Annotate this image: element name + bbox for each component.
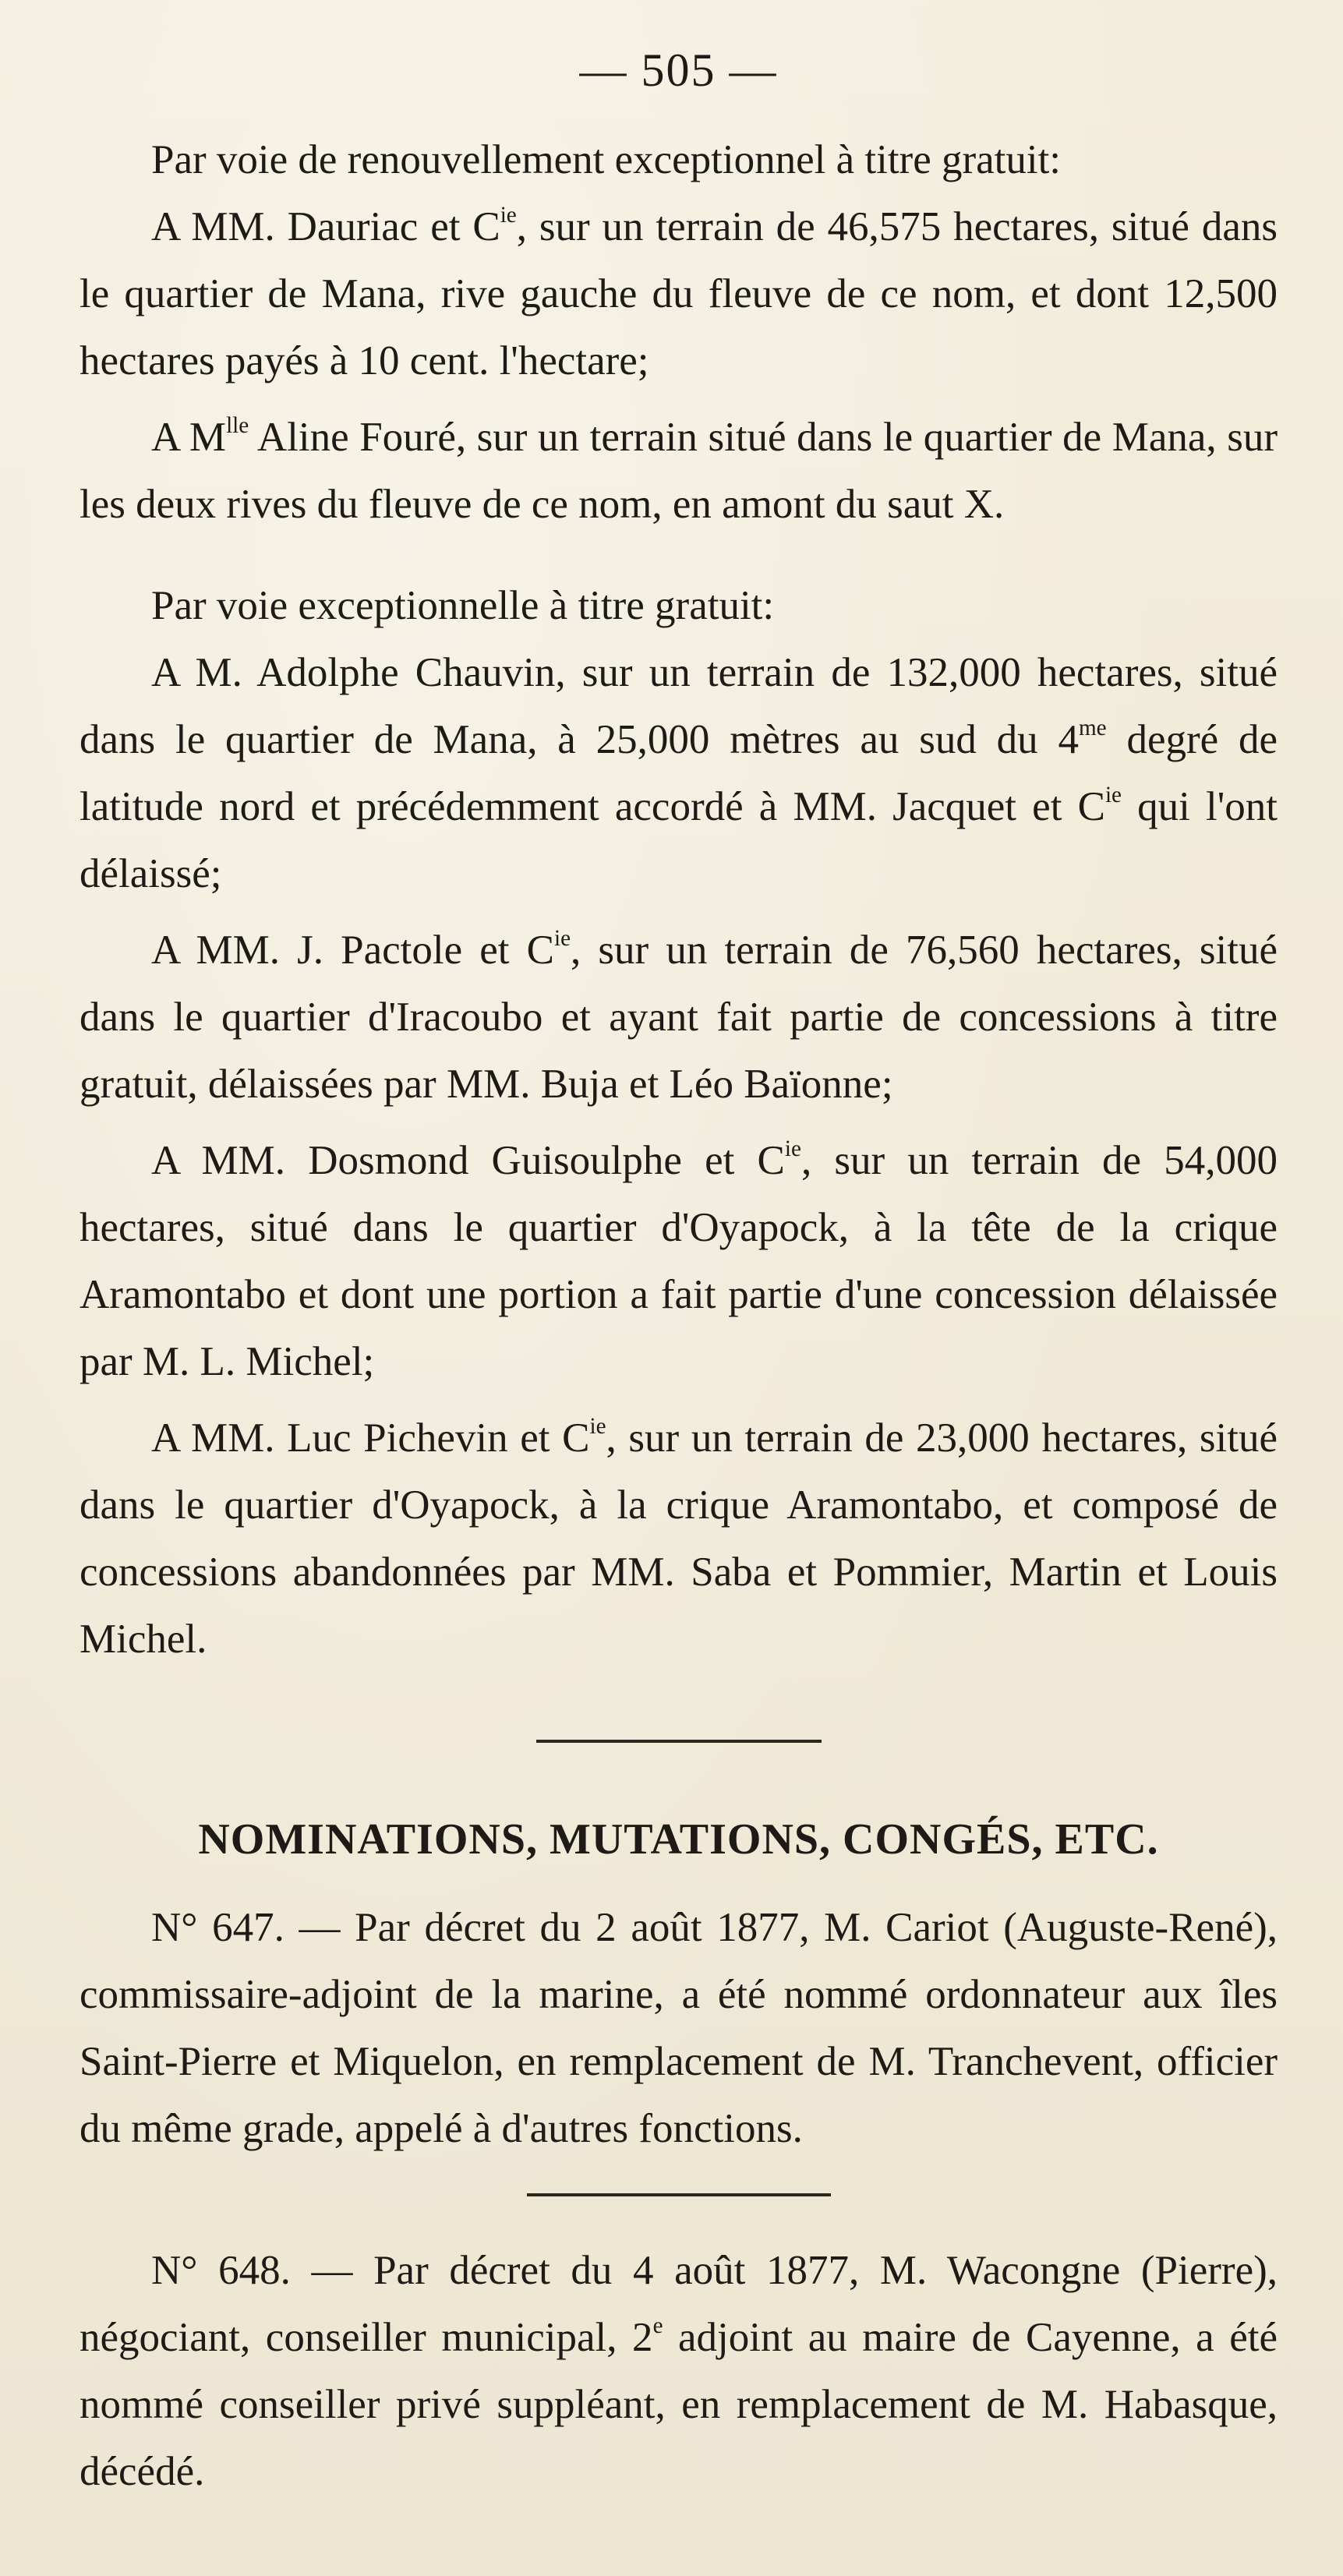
page-number <box>80 44 1278 96</box>
entry-superscript: ie <box>500 202 517 228</box>
entry-superscript: ie <box>589 1413 606 1439</box>
entry-prefix: A MM. Luc Pichevin et C <box>151 1415 590 1461</box>
entry-prefix: A M. Adolphe Chauvin, sur un terrain de 132,000 hectares, situé dans le quartier de Mana, à 25,000 mètres au sud du 4 <box>80 650 1278 762</box>
entry-superscript: ie <box>554 925 571 951</box>
entry-text: , sur un terrain de 46,575 hectares, situé dans le quartier de Mana, rive gauche du fleuve de ce nom, et dont 12,500 hectares payés à 10 cent. l'hectare; <box>80 204 1278 383</box>
concession-entry-pichevin <box>80 1405 1278 1673</box>
entry-superscript: e <box>652 2313 663 2338</box>
concession-entry-foure <box>80 404 1278 538</box>
page-number-text: — 505 — <box>579 44 778 96</box>
concession-entry-chauvin <box>80 639 1278 907</box>
entry-superscript: lle <box>226 412 249 438</box>
nomination-entry-648 <box>80 2237 1278 2505</box>
renewal-intro: Par voie de renouvellement exceptionnel à titre gratuit: <box>151 137 1062 182</box>
entry-text: , sur un terrain de 23,000 hectares, situé dans le quartier d'Oyapock, à la crique Aramontabo, et composé de concessions abandonnées par MM. Saba et Pommier, Martin et Louis Michel. <box>80 1415 1278 1662</box>
entry-divider <box>527 2193 831 2196</box>
entry-prefix: A MM. Dosmond Guisoulphe et C <box>151 1138 785 1183</box>
entry-superscript: me <box>1079 715 1107 740</box>
section-divider <box>536 1740 822 1743</box>
concession-entry-guisoulphe <box>80 1127 1278 1395</box>
entry-middle: degré de latitude nord et précédemment accordé à MM. Jacquet et C <box>80 717 1278 829</box>
entry-text: adjoint au maire de Cayenne, a été nommé conseiller privé suppléant, en remplacement de M. Habasque, décédé. <box>80 2315 1278 2494</box>
entry-prefix: A MM. J. Pactole et C <box>151 928 554 973</box>
exceptional-intro: Par voie exceptionnelle à titre gratuit: <box>151 583 775 628</box>
concession-entry-dauriac <box>80 193 1278 394</box>
entry-superscript: ie <box>784 1136 801 1161</box>
section-heading: NOMINATIONS, MUTATIONS, CONGÉS, ETC. <box>198 1815 1159 1864</box>
entry-text: , sur un terrain de 54,000 hectares, situé dans le quartier d'Oyapock, à la tête de la crique Aramontabo et dont une portion a fait partie d'une concession délaissée par M. L. Michel; <box>80 1138 1278 1384</box>
concession-entry-pactole <box>80 917 1278 1118</box>
entry-superscript-2: ie <box>1104 782 1122 807</box>
entry-prefix: A MM. Dauriac et C <box>151 204 500 249</box>
entry-prefix: A M <box>151 415 227 460</box>
entry-text: Aline Fouré, sur un terrain situé dans le quartier de Mana, sur les deux rives du fleuve de ce nom, en amont du saut X. <box>80 415 1278 527</box>
entry-prefix: N° 648. — Par décret du 4 août 1877, M. Wacongne (Pierre), négociant, conseiller municipal, 2 <box>80 2248 1278 2360</box>
entry-text: qui l'ont délaissé; <box>80 784 1278 896</box>
entry-text: , sur un terrain de 76,560 hectares, situé dans le quartier d'Iracoubo et ayant fait partie de concessions à titre gratuit, délaissées par MM. Buja et Léo Baïonne; <box>80 928 1278 1107</box>
nomination-entry-647: N° 647. — Par décret du 2 août 1877, M. Cariot (Auguste-René), commissaire-adjoint de la marine, a été nommé ordonnateur aux îles Saint-Pierre et Miquelon, en remplacement de M. Tranchevent, officier du même grade, appelé à d'autres fonctions. <box>80 1905 1278 2151</box>
